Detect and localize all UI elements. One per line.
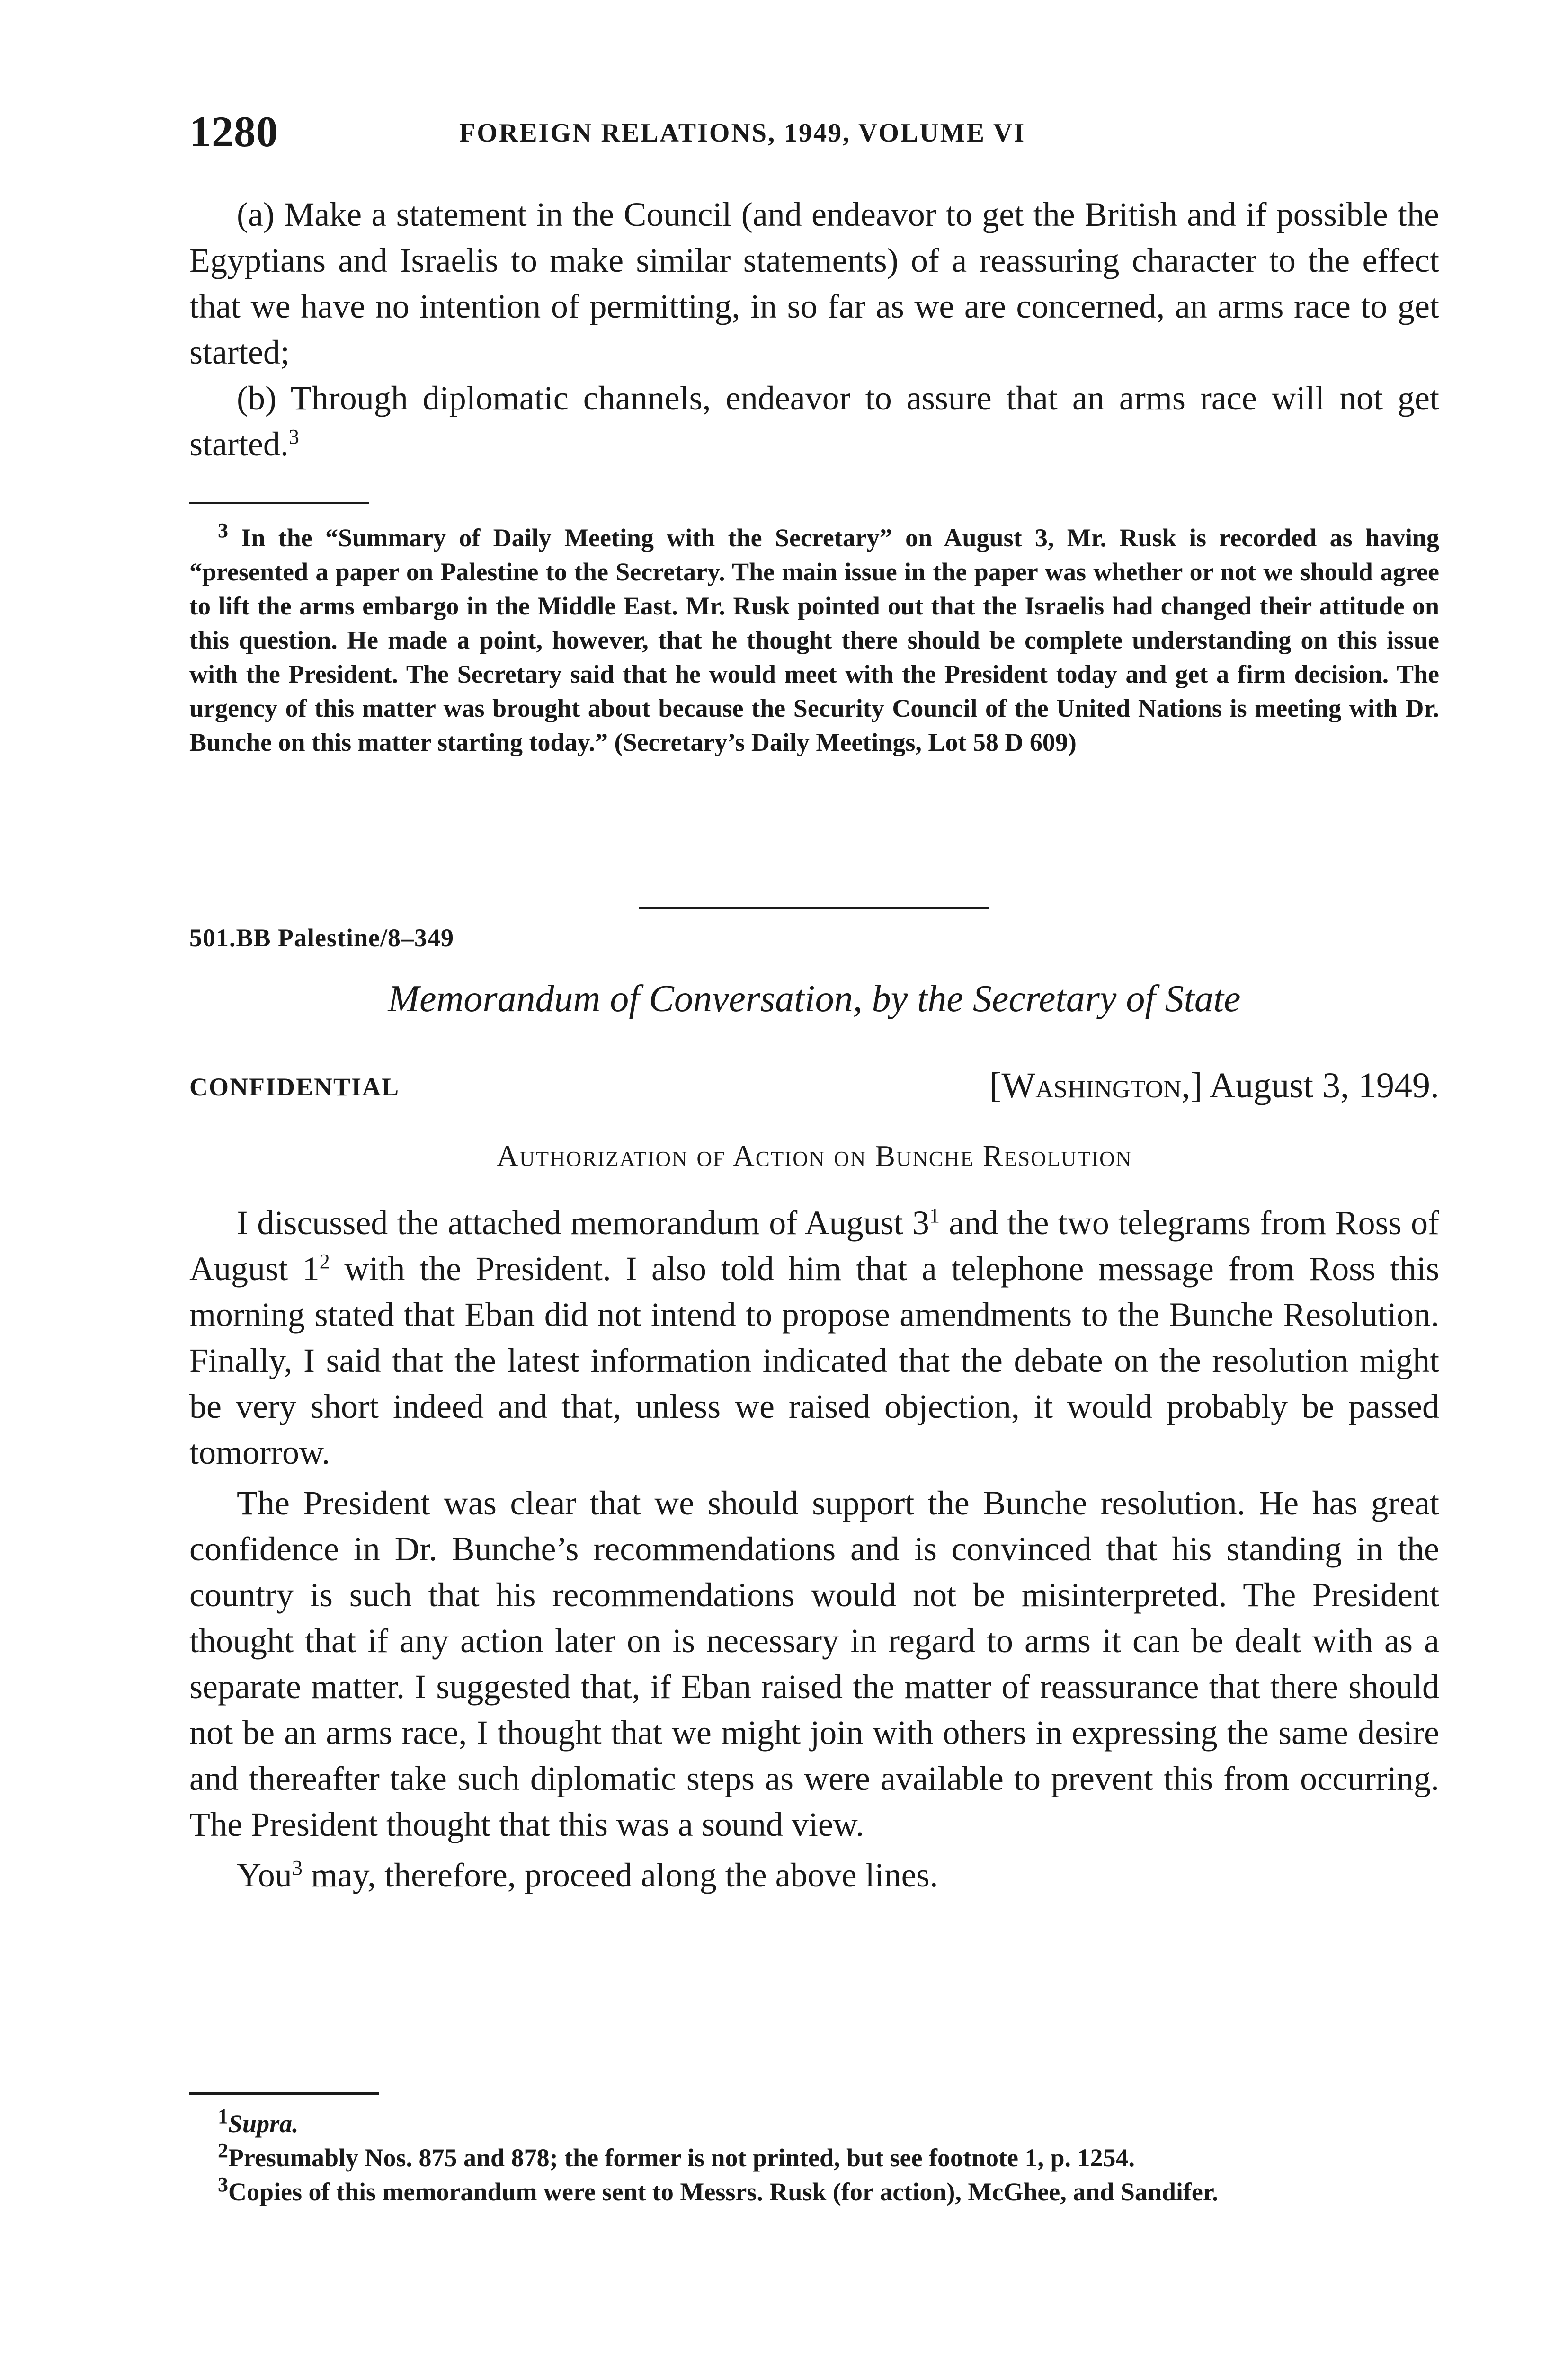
footnote-text: Copies of this memorandum were sent to Messrs. Rusk (for action), McGhee, and Sandifer. bbox=[228, 2178, 1219, 2206]
document-title: Memorandum of Conversation, by the Secretary of State bbox=[388, 978, 1241, 1020]
footnote-marker: 3 bbox=[218, 519, 228, 542]
item-b-text: (b) Through diplomatic channels, endeavor to assure that an arms race will not get started. bbox=[189, 379, 1439, 463]
date: August 3, 1949. bbox=[1209, 1066, 1439, 1105]
footnote-ref-3: 3 bbox=[292, 1856, 303, 1879]
item-a: (a) Make a statement in the Council (and endeavor to get the British and if possible the Egyptians and Israelis to make similar statements) of a reassuring character to the effect that we have no intention of permitting, in so far as we are concerned, an arms race to get started; bbox=[189, 196, 1439, 371]
footnote-rule bbox=[189, 502, 369, 504]
footnotes-bottom bbox=[189, 2107, 1439, 2209]
file-reference: 501.BB Palestine/8–349 bbox=[189, 924, 454, 952]
footnote-ref-1: 1 bbox=[929, 1204, 940, 1227]
footnote-ref: 3 bbox=[288, 425, 299, 448]
footnote-marker: 2 bbox=[218, 2139, 228, 2162]
dateline bbox=[989, 1065, 1439, 1106]
footnote-2 bbox=[189, 2141, 1439, 2175]
running-head: FOREIGN RELATIONS, 1949, VOLUME VI bbox=[459, 118, 1026, 148]
continued-text bbox=[189, 192, 1439, 467]
item-b bbox=[189, 375, 1439, 467]
footnote-top bbox=[189, 521, 1439, 759]
paragraph-1 bbox=[189, 1200, 1439, 1476]
page-number: 1280 bbox=[189, 107, 278, 156]
para3-text-b: may, therefore, proceed along the above lines. bbox=[302, 1856, 938, 1894]
footnote-rule-bottom bbox=[189, 2092, 379, 2095]
footnote-1 bbox=[189, 2107, 1439, 2141]
section-divider bbox=[639, 907, 989, 909]
footnote-marker: 3 bbox=[218, 2173, 228, 2196]
footnote-marker: 1 bbox=[218, 2105, 228, 2128]
subject-line: Authorization of Action on Bunche Resolution bbox=[496, 1139, 1132, 1173]
para1-text-c: with the President. I also told him that a telephone message from Ross this morning stated that Eban did not intend to propose amendments to the Bunche Resolution. Finally, I said that the latest information indicated that the debate on the resolution might be very short indeed and that, unless we raised objection, it would probably be passed tomorrow. bbox=[189, 1250, 1439, 1471]
classification: CONFIDENTIAL bbox=[189, 1073, 400, 1101]
paragraph-2: The President was clear that we should support the Bunche resolution. He has great confidence in Dr. Bunche’s recommendations and is convinced that his standing in the country is such that his recommendations would not be misinterpreted. The President thought that if any action later on is necessary in regard to arms it can be dealt with as a separate matter. I suggested that, if Eban raised the matter of reassurance that there should not be an arms race, I thought that we might join with others in expressing the same desire and thereafter take such diplomatic steps as were available to prevent this from occurring. The President thought that this was a sound view. bbox=[189, 1484, 1439, 1843]
footnote-text: In the “Summary of Daily Meeting with the Secretary” on August 3, Mr. Rusk is recorded as having “presented a paper on Palestine to the Secretary. The main issue in the paper was whether or not we should agree to lift the arms embargo in the Middle East. Mr. Rusk pointed out that the Israelis had changed their attitude on this question. He made a point, however, that he thought there should be complete understanding on this issue with the President. The Secretary said that he would meet with the President today and get a firm decision. The urgency of this matter was brought about because the Security Council of the United Nations is meeting with Dr. Bunche on this matter starting today.” (Secretary’s Daily Meetings, Lot 58 D 609) bbox=[189, 524, 1439, 756]
para1-text-b: and the two telegrams from Ross of August 1 bbox=[189, 1204, 1439, 1288]
memorandum-body bbox=[189, 1200, 1439, 1898]
footnote-text: Supra. bbox=[228, 2109, 299, 2138]
footnote-text: Presumably Nos. 875 and 878; the former is not printed, but see footnote 1, p. 1254. bbox=[228, 2144, 1135, 2172]
para3-text-a: You bbox=[237, 1856, 292, 1894]
para1-text-a: I discussed the attached memorandum of August 3 bbox=[237, 1204, 929, 1242]
paragraph-3 bbox=[189, 1852, 1439, 1898]
place: [Washington,] bbox=[989, 1066, 1203, 1105]
page-header bbox=[189, 107, 1439, 159]
footnote-ref-2: 2 bbox=[319, 1250, 330, 1273]
footnote-3-bottom bbox=[189, 2175, 1439, 2209]
footnote-3 bbox=[189, 521, 1439, 759]
